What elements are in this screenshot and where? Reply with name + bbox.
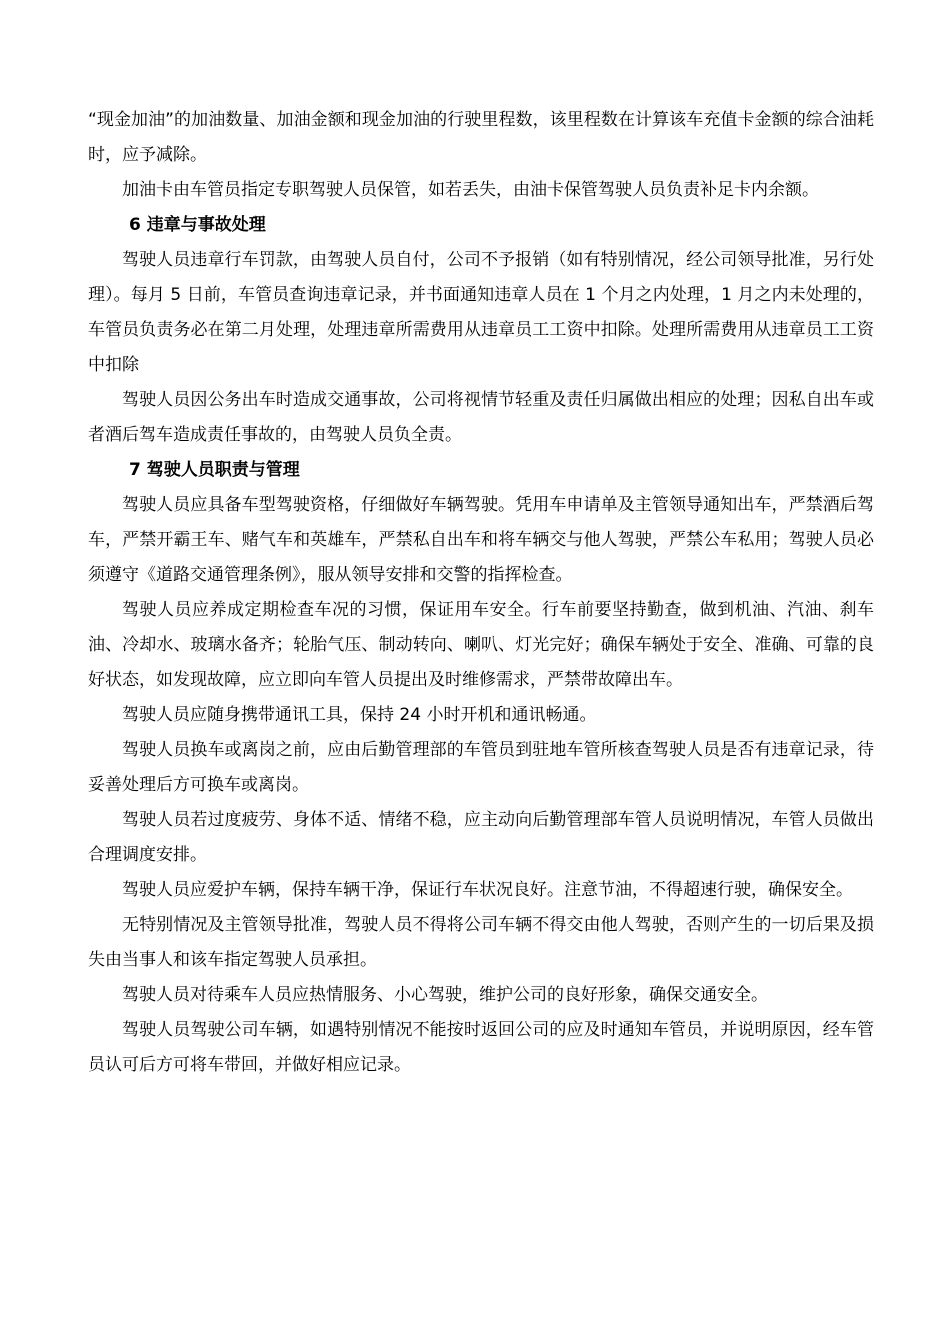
paragraph-no-lending: 无特别情况及主管领导批准，驾驶人员不得将公司车辆不得交由他人驾驶，否则产生的一切后果及损失由当事人和该车指定驾驶人员承担。	[88, 915, 874, 970]
paragraph-vehicle-care: 驾驶人员应爱护车辆，保持车辆干净，保证行车状况良好。注意节油，不得超速行驶，确保安全。	[122, 880, 853, 900]
document-page	[88, 103, 874, 1083]
paragraph-passenger-service: 驾驶人员对待乘车人员应热情服务、小心驾驶，维护公司的良好形象，确保交通安全。	[122, 985, 768, 1005]
paragraph-vehicle-inspection: 驾驶人员应养成定期检查车况的习惯，保证用车安全。行车前要坚持勤查，做到机油、汽油、刹车油、冷却水、玻璃水备齐；轮胎气压、制动转向、喇叭、灯光完好；确保车辆处于安全、准确、可靠的良好状态，如发现故障，应立即向车管人员提出及时维修需求，严禁带故障出车。	[88, 600, 874, 690]
paragraph-late-return: 驾驶人员驾驶公司车辆，如遇特别情况不能按时返回公司的应及时通知车管员，并说明原因，经车管员认可后方可将车带回，并做好相应记录。	[88, 1020, 874, 1075]
paragraph-fatigue: 驾驶人员若过度疲劳、身体不适、情绪不稳，应主动向后勤管理部车管人员说明情况，车管人员做出合理调度安排。	[88, 810, 874, 865]
paragraph-traffic-accident: 驾驶人员因公务出车时造成交通事故，公司将视情节轻重及责任归属做出相应的处理；因私自出车或者酒后驾车造成责任事故的，由驾驶人员负全责。	[88, 390, 874, 445]
paragraph-driver-qualification: 驾驶人员应具备车型驾驶资格，仔细做好车辆驾驶。凭用车申请单及主管领导通知出车，严禁酒后驾车，严禁开霸王车、赌气车和英雄车，严禁私自出车和将车辆交与他人驾驶，严禁公车私用；驾驶人员必须遵守《道路交通管理条例》，服从领导安排和交警的指挥检查。	[88, 495, 874, 585]
paragraph-violation-fines: 驾驶人员违章行车罚款，由驾驶人员自付，公司不予报销（如有特别情况，经公司领导批准，另行处理）。每月 5 日前，车管员查询违章记录，并书面通知违章人员在 1 个月之内处理，1 月之内未处理的，车管员负责务必在第二月处理，处理违章所需费用从违章员工工资中扣除。处理所需费用从违章员工工资中扣除	[88, 250, 874, 375]
paragraph-job-change: 驾驶人员换车或离岗之前，应由后勤管理部的车管员到驻地车管所核查驾驶人员是否有违章记录，待妥善处理后方可换车或离岗。	[88, 740, 874, 795]
paragraph-fuel-card: 加油卡由车管员指定专职驾驶人员保管，如若丢失，由油卡保管驾驶人员负责补足卡内余额。	[122, 180, 819, 200]
section-7-heading: 7 驾驶人员职责与管理	[129, 460, 300, 480]
paragraph-cash-refuel: “现金加油”的加油数量、加油金额和现金加油的行驶里程数，该里程数在计算该车充值卡金额的综合油耗时，应予减除。	[88, 110, 874, 165]
paragraph-communication: 驾驶人员应随身携带通讯工具，保持 24 小时开机和通讯畅通。	[122, 705, 597, 725]
section-6-heading: 6 违章与事故处理	[129, 215, 266, 235]
